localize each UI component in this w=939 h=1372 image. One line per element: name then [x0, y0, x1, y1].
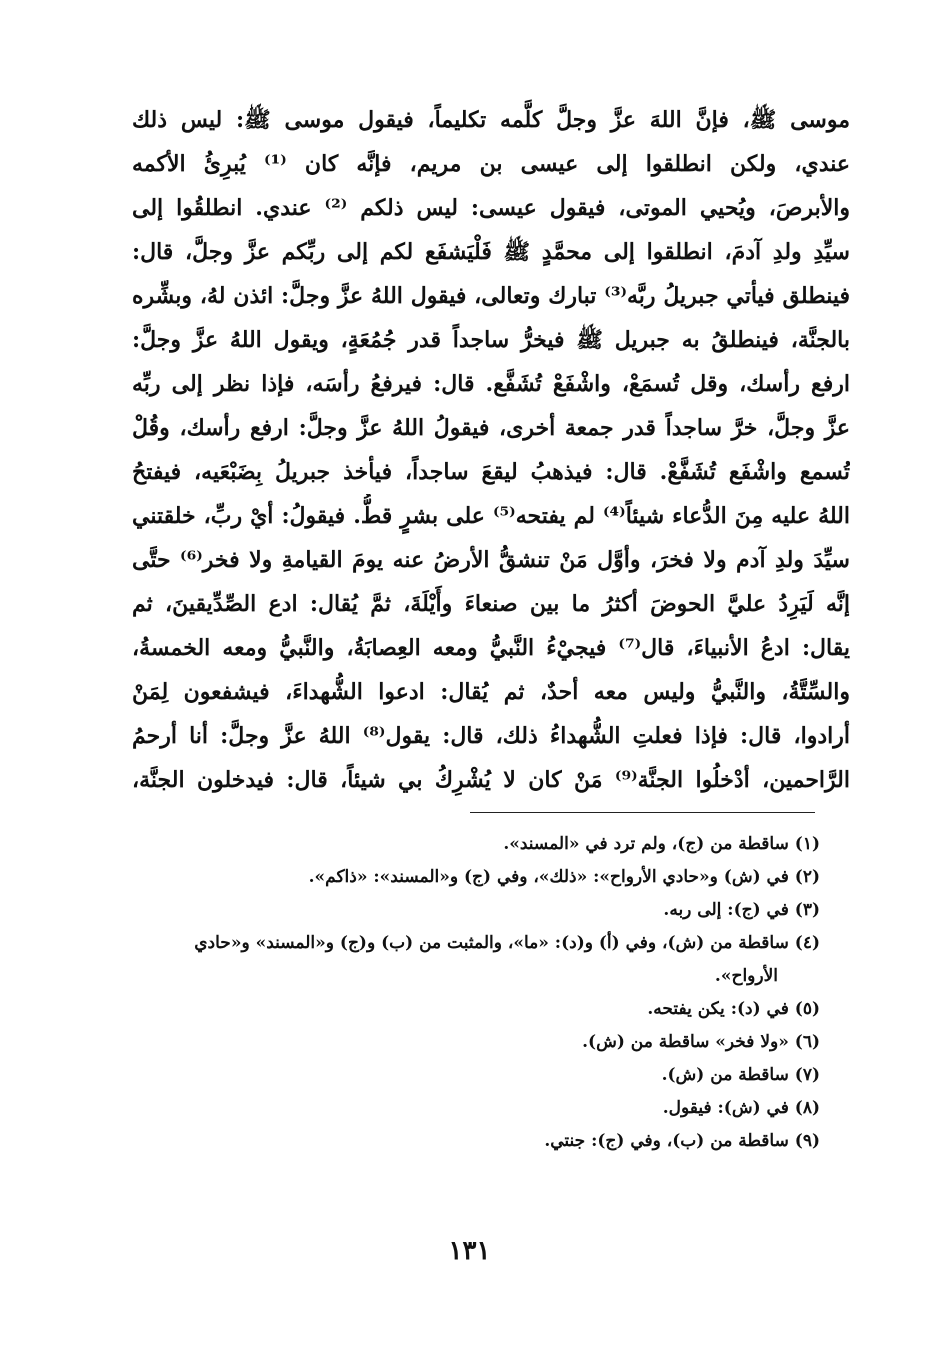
footnote-separator [470, 812, 815, 813]
text-line: فينطلق فيأتي جبريلُ ربَّه⁽³⁾ تبارك وتعالى، فيقول اللهُ عزَّ وجلَّ: ائذن لهُ، وبشِّره [132, 283, 850, 309]
text-line: سيِّدَ ولدِ آدم ولا فخرَ، وأوَّل مَنْ تنشقُّ الأرضُ عنه يومَ القيامةِ ولا فخر⁽⁶⁾ حتَّى [132, 547, 850, 573]
footnote: (٨) في (ش): فيقول. [662, 1098, 820, 1118]
footnote: (٦) «ولا فخر» ساقطة من (ش). [582, 1032, 820, 1052]
text-line: عندي، ولكن انطلقوا إلى عيسى بن مريم، فإنَّه كان ⁽¹⁾ يُبرِئُ الأكمه [132, 151, 850, 177]
text-line: بالجنَّة، فينطلقُ به جبريل ﷺ فيخرُّ ساجداً قدر جُمُعَةٍ، ويقول اللهُ عزَّ وجلَّ: [132, 327, 850, 353]
footnote: (٣) في (ج): إلى ربه. [663, 900, 820, 920]
text-line: ارفع رأسك، وقل تُسمَعْ، واشْفَعْ تُشَفَّع. قال: فيرفعُ رأسَه، فإذا نظر إلى ربِّه [132, 371, 850, 397]
text-line: اللهُ عليه مِنَ الدُّعاء شيئاً⁽⁴⁾ لم يفتحه⁽⁵⁾ على بشرٍ قطُّ. فيقولُ: أيْ ربِّ، خلقتني [132, 503, 850, 529]
footnote: (٩) ساقطة من (ب)، وفي (ج): جنتي. [544, 1131, 820, 1151]
text-line: عزَّ وجلَّ، خرَّ ساجداً قدر جمعة أخرى، فيقولُ اللهُ عزَّ وجلَّ: ارفع رأسك، وقُلْ [132, 415, 850, 441]
footnote: (٥) في (د): يكن يفتحه. [647, 999, 820, 1019]
text-line: يقال: ادعُ الأنبياءَ، قال⁽⁷⁾ فيجيْءُ النَّبيُّ ومعه العِصابَةُ، والنَّبيُّ ومعه الخمسةُ، [132, 635, 850, 661]
footnote-continuation: الأرواح». [714, 966, 778, 986]
text-line: الرَّاحمين، أدْخلُوا الجنَّة⁽⁹⁾ مَنْ كان لا يُشْرِكُ بي شيئاً، قال: فيدخلون الجنَّة، [132, 767, 850, 793]
main-text-block [132, 98, 850, 802]
text-line: أرادوا، قال: فإذا فعلتِ الشُّهداءُ ذلك، قال: يقول⁽⁸⁾ اللهُ عزَّ وجلَّ: أنا أرحمُ [132, 723, 850, 749]
footnote: (٢) في (ش) و«حادي الأرواح»: «ذلك»، وفي (ج) و«المسند»: «ذاكم». [308, 867, 820, 887]
text-line: إنَّه لَيَرِدُ عليَّ الحوضَ أكثرُ ما بين صنعاءَ وأَيْلَةَ، ثمَّ يُقال: ادع الصِّدِّيقينَ، ثم [132, 591, 850, 617]
footnote: (١) ساقطة من (ج)، ولم ترد في «المسند». [503, 834, 820, 854]
text-line: والسِّتَّةُ، والنَّبيُّ وليس معه أحدٌ، ثم يُقال: ادعوا الشُّهداءَ، فيشفعون لِمَنْ [132, 679, 850, 705]
text-line: موسى ﷺ، فإنَّ اللهَ عزَّ وجلَّ كلَّمه تكليماً، فيقول موسى ﷺ: ليس ذلك [132, 107, 850, 133]
footnotes-block [120, 828, 820, 1158]
footnote: (٤) ساقطة من (ش)، وفي (أ) و(د): «ما»، والمثبت من (ب) و(ج) و«المسند» و«حادي [194, 933, 820, 953]
text-line: تُسمع واشْفَع تُشَفَّعْ. قال: فيذهبُ ليقعَ ساجداً، فيأخذ جبريلُ بِضَبْعَيه، فيفتحُ [132, 459, 850, 485]
text-line: والأبرصَ، ويُحيي الموتى، فيقول عيسى: ليس ذلكم ⁽²⁾ عندي. انطلقُوا إلى [132, 195, 850, 221]
page-number: ١٣١ [448, 1236, 491, 1266]
footnote: (٧) ساقطة من (ش). [661, 1065, 820, 1085]
text-line: سيِّدِ ولدِ آدمَ، انطلقوا إلى محمَّدٍ ﷺ فَلْيَشفَع لكم إلى ربِّكم عزَّ وجلَّ، قال: [132, 239, 850, 265]
